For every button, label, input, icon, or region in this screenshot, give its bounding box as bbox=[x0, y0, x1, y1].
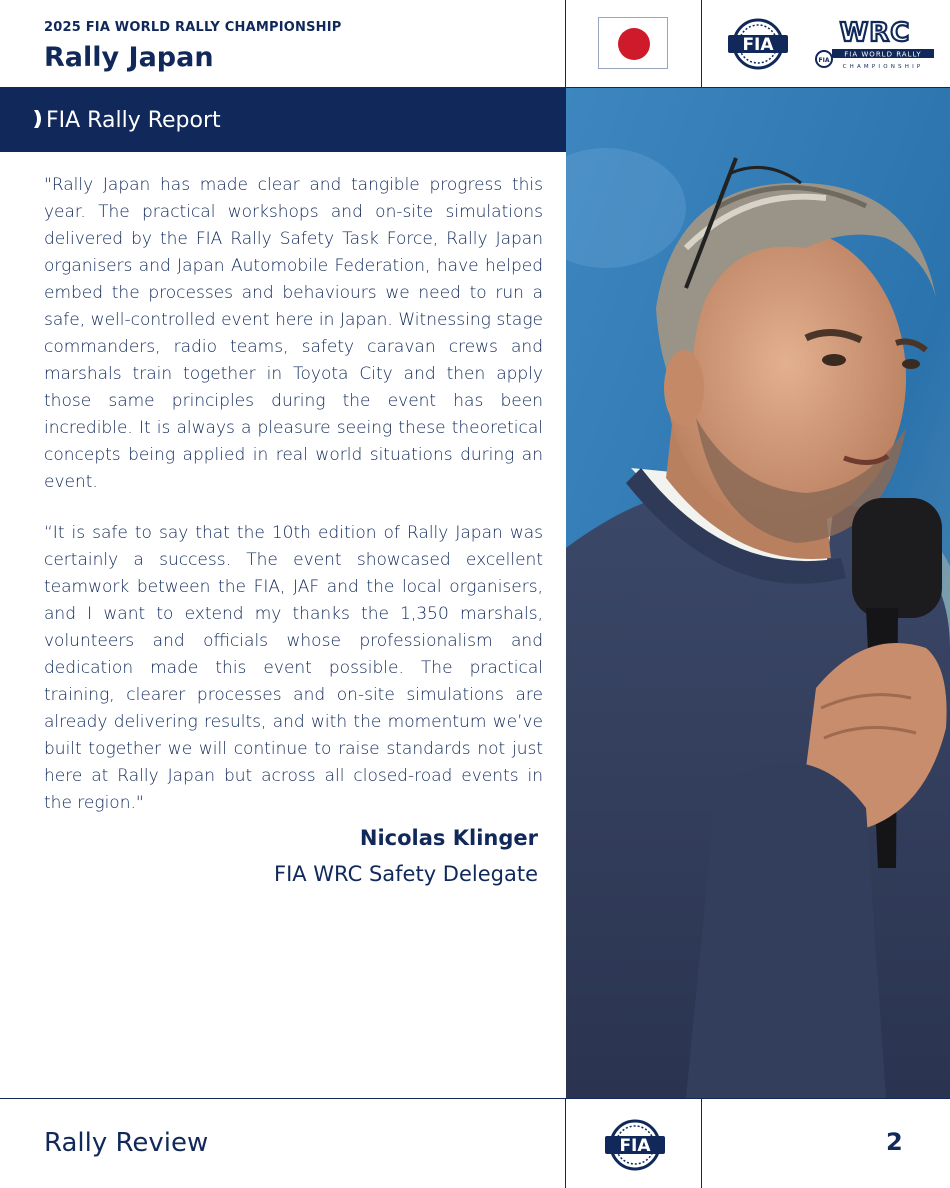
championship-label: 2025 FIA WORLD RALLY CHAMPIONSHIP bbox=[44, 20, 342, 35]
header-divider bbox=[701, 0, 702, 88]
svg-text:WRC: WRC bbox=[839, 18, 911, 48]
fia-logo bbox=[598, 1118, 672, 1172]
quote-paragraph: “It is safe to say that the 10th edition of Rally Japan was certainly a success. The event showcased excellent teamwork between the FIA, JAF and the local organisers, and I want to extend my thanks the 1,350 marshals, volunteers and officials whose professionalism and dedication made this event possible. The practical training, clearer processes and on-site simulations are already delivering results, and with the momentum we’ve built together we will continue to raise standards not just here at Rally Japan but across all closed-road events in the region." bbox=[44, 523, 543, 813]
wrc-logo bbox=[814, 17, 936, 71]
section-title: FIA Rally Report bbox=[46, 108, 221, 133]
footer-divider bbox=[565, 1098, 566, 1188]
section-banner bbox=[0, 88, 566, 152]
page-number: 2 bbox=[886, 1128, 903, 1156]
footer-rule bbox=[0, 1098, 950, 1099]
svg-text:FIA: FIA bbox=[742, 35, 774, 55]
quote-paragraph: "Rally Japan has made clear and tangible progress this year. The practical workshops and on-site simulations delivered by the FIA Rally Safety Task Force, Rally Japan organisers and Japan Automobile Federation, have helped embed the processes and behaviours we need to run a safe, well-controlled event here in Japan. Witnessing stage commanders, radio teams, safety caravan crews and marshals train together in Toyota City and then apply those same principles during the event has been incredible. It is always a pleasure seeing these theoretical concepts being applied in real world situations during an event. bbox=[44, 175, 543, 492]
svg-text:FIA: FIA bbox=[818, 57, 830, 64]
author-role: FIA WRC Safety Delegate bbox=[273, 862, 538, 886]
svg-text:FIA: FIA bbox=[619, 1136, 651, 1156]
header-divider bbox=[565, 0, 566, 88]
fia-logo bbox=[721, 17, 795, 71]
japan-flag-icon bbox=[598, 17, 668, 69]
speaker-photo bbox=[566, 88, 950, 1098]
svg-text:FIA WORLD RALLY: FIA WORLD RALLY bbox=[844, 50, 922, 59]
footer-label: Rally Review bbox=[44, 1128, 209, 1158]
footer-divider bbox=[701, 1098, 702, 1188]
page-header bbox=[0, 0, 950, 88]
author-name: Nicolas Klinger bbox=[359, 826, 538, 850]
svg-text:CHAMPIONSHIP: CHAMPIONSHIP bbox=[842, 64, 924, 70]
page-title: Rally Japan bbox=[44, 42, 214, 73]
